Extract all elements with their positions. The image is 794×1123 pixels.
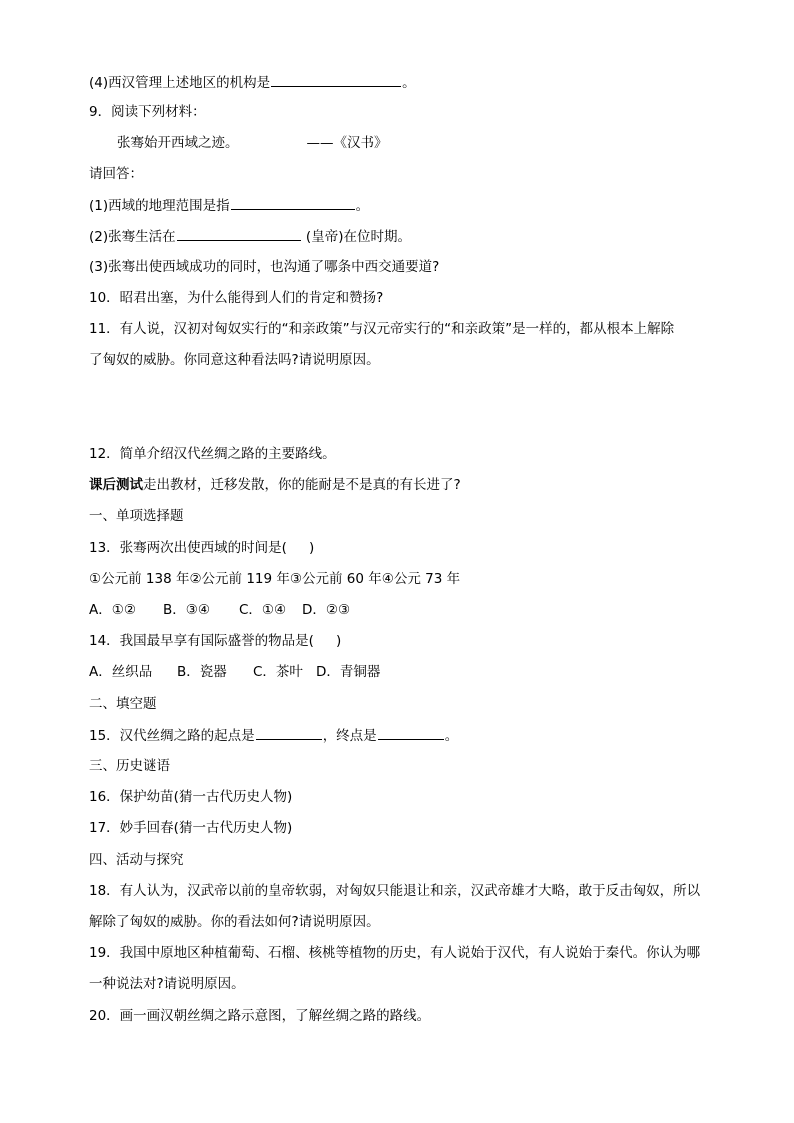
option-c[interactable]: C．①④ (239, 602, 287, 618)
test-header: 课后测试走出教材，迁移发散，你的能耐是不是真的有长进了? (89, 477, 461, 493)
option-c[interactable]: C．茶叶 (253, 664, 303, 680)
q16: 16．保护幼苗(猜一古代历史人物) (89, 789, 293, 805)
answer-blank[interactable] (231, 197, 355, 210)
option-b[interactable]: B．③④ (163, 602, 210, 618)
section-1-title: 一、单项选择题 (89, 508, 184, 524)
q8-part4: (4)西汉管理上述地区的机构是 。 (89, 75, 416, 91)
q9-ask: 请回答： (89, 166, 143, 182)
section-2-title: 二、填空题 (89, 696, 157, 712)
q18-line2: 解除了匈奴的威胁。你的看法如何?请说明原因。 (89, 914, 380, 930)
q14-options (89, 664, 380, 680)
option-a[interactable]: A．丝织品 (89, 664, 153, 680)
q9-part2: (2)张骞生活在 (皇帝)在位时期。 (89, 229, 411, 245)
option-d[interactable]: D．②③ (302, 602, 351, 618)
q13-stem: 13．张骞两次出使西域的时间是( ) (89, 540, 315, 556)
option-b[interactable]: B．瓷器 (177, 664, 227, 680)
q15: 15．汉代丝绸之路的起点是 ，终点是 。 (89, 728, 459, 744)
answer-blank[interactable] (256, 727, 322, 740)
option-a[interactable]: A．①② (89, 602, 136, 618)
q13-options (89, 602, 350, 618)
q9-part1: (1)西域的地理范围是指 。 (89, 198, 370, 214)
q19-line2: 一种说法对?请说明原因。 (89, 976, 245, 992)
q10: 10．昭君出塞，为什么能得到人们的肯定和赞扬? (89, 290, 384, 306)
q13-items: ①公元前 138 年②公元前 119 年③公元前 60 年④公元 73 年 (89, 571, 461, 587)
option-d[interactable]: D．青铜器 (316, 664, 381, 680)
answer-blank[interactable] (177, 228, 301, 241)
q18-line1: 18．有人认为，汉武帝以前的皇帝软弱，对匈奴只能退让和亲，汉武帝雄才大略，敢于反击匈奴，所以 (89, 883, 701, 899)
q14-stem: 14．我国最早享有国际盛誉的物品是( ) (89, 633, 342, 649)
q19-line1: 19．我国中原地区种植葡萄、石榴、核桃等植物的历史，有人说始于汉代，有人说始于秦代。你认为哪 (89, 945, 701, 961)
section-3-title: 三、历史谜语 (89, 758, 170, 774)
q17: 17．妙手回春(猜一古代历史人物) (89, 820, 293, 836)
q20: 20．画一画汉朝丝绸之路示意图，了解丝绸之路的路线。 (89, 1008, 431, 1024)
q9-part3: (3)张骞出使西域成功的同时，也沟通了哪条中西交通要道? (89, 259, 440, 275)
q9-title: 9．阅读下列材料： (89, 104, 206, 120)
answer-blank[interactable] (378, 727, 444, 740)
q11-line2: 了匈奴的威胁。你同意这种看法吗?请说明原因。 (89, 352, 380, 368)
q9-quote: 张骞始开西域之迹。 ——《汉书》 (117, 135, 388, 151)
q11-line1: 11．有人说，汉初对匈奴实行的“和亲政策”与汉元帝实行的“和亲政策”是一样的，都从根本上解除 (89, 321, 675, 337)
section-4-title: 四、活动与探究 (89, 852, 184, 868)
answer-blank[interactable] (271, 74, 401, 87)
q12: 12．简单介绍汉代丝绸之路的主要路线。 (89, 446, 336, 462)
